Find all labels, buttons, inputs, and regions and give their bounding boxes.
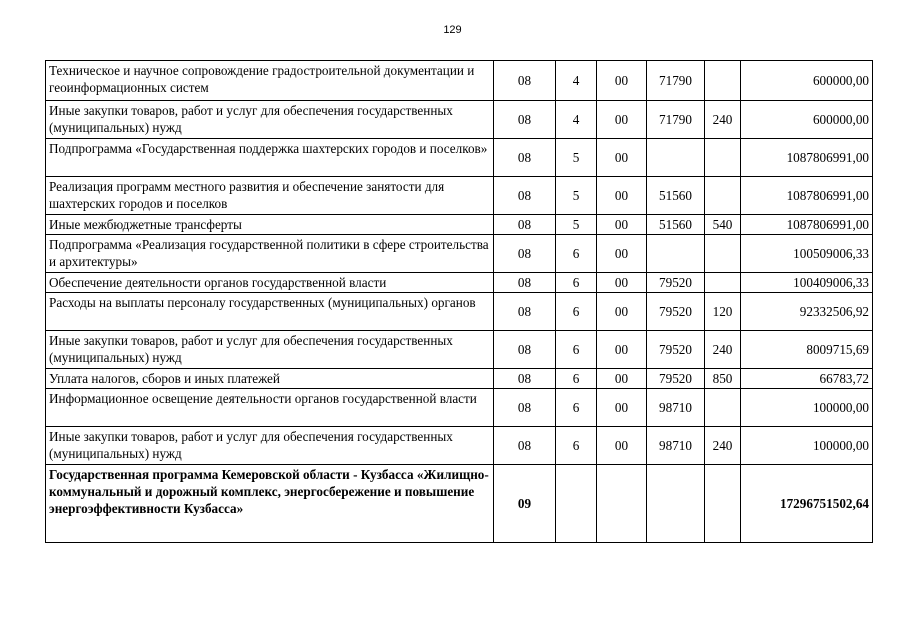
table-row [46, 465, 873, 543]
item-name: Государственная программа Кемеровской области - Кузбасса «Жилищно-коммунальный и дорожный комплекс, энергосбережение и повышение энергоэффективности Кузбасса» [46, 465, 494, 543]
section-code: 08 [494, 61, 556, 101]
expense-code [647, 465, 705, 543]
amount-cell: 92332506,92 [741, 293, 873, 331]
expense-code: 98710 [647, 389, 705, 427]
section-code: 08 [494, 101, 556, 139]
expense-type-code: 240 [705, 331, 741, 369]
direction-code: 00 [597, 293, 647, 331]
item-name: Иные межбюджетные трансферты [46, 215, 494, 235]
expense-code: 79520 [647, 331, 705, 369]
expense-type-code [705, 139, 741, 177]
table-row [46, 389, 873, 427]
expense-code: 51560 [647, 177, 705, 215]
direction-code: 00 [597, 177, 647, 215]
amount-cell: 100000,00 [741, 427, 873, 465]
item-name: Техническое и научное сопровождение градостроительной документации и геоинформационных систем [46, 61, 494, 101]
direction-code: 00 [597, 215, 647, 235]
section-code: 09 [494, 465, 556, 543]
subprogram-code: 4 [556, 101, 597, 139]
amount-cell: 600000,00 [741, 61, 873, 101]
item-name: Реализация программ местного развития и обеспечение занятости для шахтерских городов и поселков [46, 177, 494, 215]
subprogram-code [556, 465, 597, 543]
direction-code: 00 [597, 331, 647, 369]
expense-type-code [705, 389, 741, 427]
table-row [46, 177, 873, 215]
item-name: Расходы на выплаты персоналу государственных (муниципальных) органов [46, 293, 494, 331]
expense-code: 71790 [647, 61, 705, 101]
page-number: 129 [443, 24, 462, 36]
subprogram-code: 5 [556, 215, 597, 235]
subprogram-code: 6 [556, 331, 597, 369]
expense-type-code: 120 [705, 293, 741, 331]
subprogram-code: 6 [556, 293, 597, 331]
direction-code: 00 [597, 61, 647, 101]
budget-table [45, 60, 873, 543]
expense-type-code: 540 [705, 215, 741, 235]
table-row [46, 293, 873, 331]
item-name: Подпрограмма «Государственная поддержка шахтерских городов и поселков» [46, 139, 494, 177]
section-code: 08 [494, 369, 556, 389]
subprogram-code: 6 [556, 369, 597, 389]
direction-code: 00 [597, 427, 647, 465]
amount-cell: 1087806991,00 [741, 215, 873, 235]
expense-code: 79520 [647, 369, 705, 389]
direction-code: 00 [597, 389, 647, 427]
direction-code: 00 [597, 139, 647, 177]
item-name: Обеспечение деятельности органов государственной власти [46, 273, 494, 293]
table-row [46, 215, 873, 235]
expense-code: 79520 [647, 273, 705, 293]
section-code: 08 [494, 235, 556, 273]
item-name: Уплата налогов, сборов и иных платежей [46, 369, 494, 389]
expense-type-code [705, 465, 741, 543]
table-row [46, 369, 873, 389]
expense-code: 79520 [647, 293, 705, 331]
subprogram-code: 6 [556, 427, 597, 465]
table-row [46, 61, 873, 101]
direction-code: 00 [597, 101, 647, 139]
expense-type-code [705, 273, 741, 293]
amount-cell: 17296751502,64 [741, 465, 873, 543]
direction-code: 00 [597, 273, 647, 293]
section-code: 08 [494, 389, 556, 427]
item-name: Иные закупки товаров, работ и услуг для обеспечения государственных (муниципальных) нужд [46, 427, 494, 465]
amount-cell: 100409006,33 [741, 273, 873, 293]
amount-cell: 100509006,33 [741, 235, 873, 273]
direction-code [597, 465, 647, 543]
subprogram-code: 4 [556, 61, 597, 101]
table-row [46, 101, 873, 139]
expense-type-code [705, 61, 741, 101]
expense-type-code [705, 235, 741, 273]
section-code: 08 [494, 139, 556, 177]
budget-table-body [46, 61, 873, 543]
subprogram-code: 5 [556, 177, 597, 215]
expense-type-code: 240 [705, 427, 741, 465]
expense-type-code: 850 [705, 369, 741, 389]
section-code: 08 [494, 331, 556, 369]
section-code: 08 [494, 427, 556, 465]
expense-code [647, 235, 705, 273]
table-row [46, 427, 873, 465]
item-name: Иные закупки товаров, работ и услуг для обеспечения государственных (муниципальных) нужд [46, 331, 494, 369]
subprogram-code: 6 [556, 235, 597, 273]
expense-code [647, 139, 705, 177]
expense-code: 98710 [647, 427, 705, 465]
subprogram-code: 5 [556, 139, 597, 177]
expense-type-code: 240 [705, 101, 741, 139]
table-row [46, 235, 873, 273]
section-code: 08 [494, 177, 556, 215]
table-row [46, 331, 873, 369]
section-code: 08 [494, 293, 556, 331]
amount-cell: 100000,00 [741, 389, 873, 427]
item-name: Подпрограмма «Реализация государственной политики в сфере строительства и архитектуры» [46, 235, 494, 273]
amount-cell: 1087806991,00 [741, 177, 873, 215]
table-row [46, 273, 873, 293]
expense-code: 51560 [647, 215, 705, 235]
amount-cell: 66783,72 [741, 369, 873, 389]
amount-cell: 600000,00 [741, 101, 873, 139]
subprogram-code: 6 [556, 273, 597, 293]
amount-cell: 8009715,69 [741, 331, 873, 369]
expense-code: 71790 [647, 101, 705, 139]
item-name: Иные закупки товаров, работ и услуг для обеспечения государственных (муниципальных) нужд [46, 101, 494, 139]
subprogram-code: 6 [556, 389, 597, 427]
section-code: 08 [494, 215, 556, 235]
table-row [46, 139, 873, 177]
amount-cell: 1087806991,00 [741, 139, 873, 177]
item-name: Информационное освещение деятельности органов государственной власти [46, 389, 494, 427]
section-code: 08 [494, 273, 556, 293]
expense-type-code [705, 177, 741, 215]
direction-code: 00 [597, 369, 647, 389]
direction-code: 00 [597, 235, 647, 273]
